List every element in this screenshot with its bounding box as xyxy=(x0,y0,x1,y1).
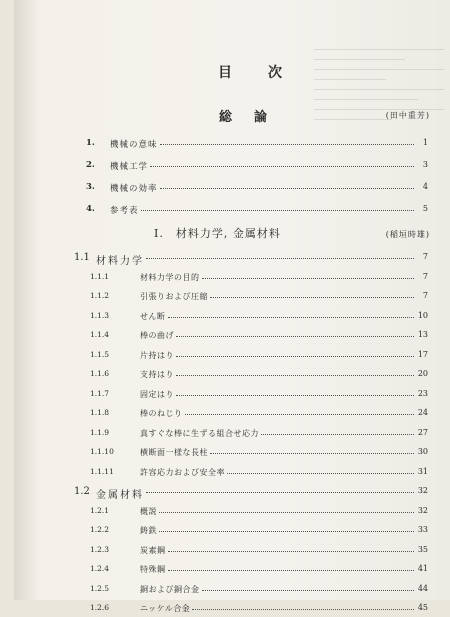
general-author: (田中重芳) xyxy=(385,111,430,120)
entry-label: 横断面一様な長柱 xyxy=(140,448,208,457)
entry-page-number: 3 xyxy=(422,160,428,169)
entry-label: 鋳鉄 xyxy=(140,526,157,535)
entry-page-number: 31 xyxy=(417,466,428,476)
leader-dots xyxy=(160,144,414,145)
entry-number: 1.2.5 xyxy=(90,583,110,593)
entry-number: 1.1.1 xyxy=(90,271,110,281)
leader-dots xyxy=(176,336,414,337)
entry-label: 特殊鋼 xyxy=(140,565,166,574)
leader-dots xyxy=(146,492,414,493)
entry-label: 機械の効率 xyxy=(110,184,158,194)
toc-entry xyxy=(14,584,450,598)
toc-entry xyxy=(14,160,450,174)
entry-label: 固定はり xyxy=(140,389,174,399)
entry-number: 4. xyxy=(86,204,95,214)
entry-number: 2. xyxy=(86,160,95,170)
toc-entry xyxy=(14,506,450,520)
toc-entry xyxy=(14,204,450,218)
toc-entry xyxy=(14,564,450,578)
entry-page-number: 35 xyxy=(417,544,428,554)
leader-dots xyxy=(210,453,414,454)
toc-entry xyxy=(14,428,450,442)
entry-page-number: 24 xyxy=(417,408,428,417)
entry-label: 機械の意味 xyxy=(110,140,158,150)
toc-entry xyxy=(14,525,450,539)
entry-page-number: 7 xyxy=(422,271,428,281)
entry-number: 1.1.2 xyxy=(90,291,110,300)
leader-dots xyxy=(176,375,414,376)
entry-number: 1. xyxy=(86,138,95,148)
toc-entry xyxy=(14,291,450,305)
entry-label: 機械工学 xyxy=(110,162,149,172)
entry-number: 1.1.10 xyxy=(90,447,114,456)
toc-entry xyxy=(14,447,450,461)
entry-label: 支持はり xyxy=(140,370,174,379)
entry-page-number: 1 xyxy=(422,138,428,147)
entry-number: 1.2.3 xyxy=(90,544,110,554)
leader-dots xyxy=(168,551,415,552)
entry-number: 1.1.9 xyxy=(90,427,110,437)
toc-entry xyxy=(14,272,450,286)
entry-label: 真すぐな棒に生ずる組合せ応力 xyxy=(140,428,259,438)
leader-dots xyxy=(192,609,414,610)
entry-number: 1.2.1 xyxy=(90,505,110,515)
entry-page-number: 23 xyxy=(417,388,428,398)
entry-label: 片持はり xyxy=(140,350,174,360)
chapter1-author: (稲垣時雄) xyxy=(385,230,430,239)
toc-entry xyxy=(14,311,450,325)
entry-number: 1.1.5 xyxy=(90,349,110,359)
leader-dots xyxy=(150,166,414,167)
entry-label: 棒の曲げ xyxy=(140,331,174,340)
entry-label: 棒のねじり xyxy=(140,409,183,418)
entry-page-number: 44 xyxy=(417,583,428,593)
leader-dots xyxy=(160,188,414,189)
entry-number: 1.2.2 xyxy=(90,525,110,534)
entry-page-number: 33 xyxy=(417,525,428,534)
entry-label: 金属材料 xyxy=(96,490,144,501)
entry-page-number: 30 xyxy=(417,447,428,456)
toc-entry xyxy=(14,330,450,344)
toc-entry xyxy=(14,138,450,152)
entry-page-number: 7 xyxy=(422,252,428,261)
toc-entry xyxy=(14,350,450,364)
leader-dots xyxy=(261,434,414,435)
toc-entry xyxy=(14,182,450,196)
entry-page-number: 41 xyxy=(417,564,428,573)
entry-page-number: 32 xyxy=(417,486,428,495)
entry-number: 1.2 xyxy=(74,486,90,497)
entry-label: 引張りおよび圧縮 xyxy=(140,292,208,301)
entry-page-number: 27 xyxy=(417,427,428,437)
leader-dots xyxy=(168,570,415,571)
toc-entry xyxy=(14,467,450,481)
entry-number: 1.1.7 xyxy=(90,388,110,398)
entry-number: 1.1.11 xyxy=(90,466,114,476)
entry-number: 1.1.8 xyxy=(90,408,110,417)
entry-page-number: 10 xyxy=(417,310,428,320)
toc-entry xyxy=(14,545,450,559)
entry-page-number: 5 xyxy=(422,204,428,213)
entry-label: 許容応力および安全率 xyxy=(140,467,225,477)
entry-page-number: 32 xyxy=(417,505,428,515)
entry-label: 概説 xyxy=(140,506,157,516)
entry-number: 1.2.4 xyxy=(90,564,110,573)
leader-dots xyxy=(168,317,415,318)
entry-page-number: 17 xyxy=(417,349,428,359)
entry-label: 炭素鋼 xyxy=(140,545,166,555)
toc-entry xyxy=(14,408,450,422)
leader-dots xyxy=(176,395,414,396)
entry-number: 1.1.6 xyxy=(90,369,110,378)
entry-number: 3. xyxy=(86,182,95,192)
leader-dots xyxy=(185,414,415,415)
entry-label: 材料力学 xyxy=(96,256,144,267)
entry-page-number: 4 xyxy=(422,182,428,191)
entry-number: 1.1.4 xyxy=(90,330,110,339)
leader-dots xyxy=(202,590,415,591)
leader-dots xyxy=(146,258,414,259)
show-through-text xyxy=(314,40,444,150)
entry-label: 銅および銅合金 xyxy=(140,584,200,594)
toc-entry xyxy=(14,486,450,500)
leader-dots xyxy=(176,356,414,357)
toc-entry xyxy=(14,389,450,403)
chapter1-heading: I. 材料力学, 金属材料 xyxy=(154,227,281,240)
entry-number: 1.2.6 xyxy=(90,603,110,612)
entry-page-number: 7 xyxy=(422,291,428,300)
leader-dots xyxy=(210,297,414,298)
toc-entry xyxy=(14,252,450,266)
entry-label: ニッケル合金 xyxy=(140,604,191,613)
leader-dots xyxy=(227,473,414,474)
entry-page-number: 13 xyxy=(417,330,428,339)
entry-page-number: 45 xyxy=(417,603,428,612)
book-page xyxy=(14,0,450,613)
leader-dots xyxy=(159,512,414,513)
leader-dots xyxy=(202,278,415,279)
entry-number: 1.1 xyxy=(74,252,90,263)
general-heading: 総論 xyxy=(218,110,289,125)
toc-entry xyxy=(14,603,450,617)
entry-label: 材料力学の目的 xyxy=(140,272,200,282)
leader-dots xyxy=(141,210,414,211)
entry-label: せん断 xyxy=(140,311,166,321)
leader-dots xyxy=(159,531,414,532)
entry-number: 1.1.3 xyxy=(90,310,110,320)
entry-page-number: 20 xyxy=(417,369,428,378)
toc-title: 目次 xyxy=(218,65,318,81)
toc-entry xyxy=(14,369,450,383)
entry-label: 参考表 xyxy=(110,206,139,216)
